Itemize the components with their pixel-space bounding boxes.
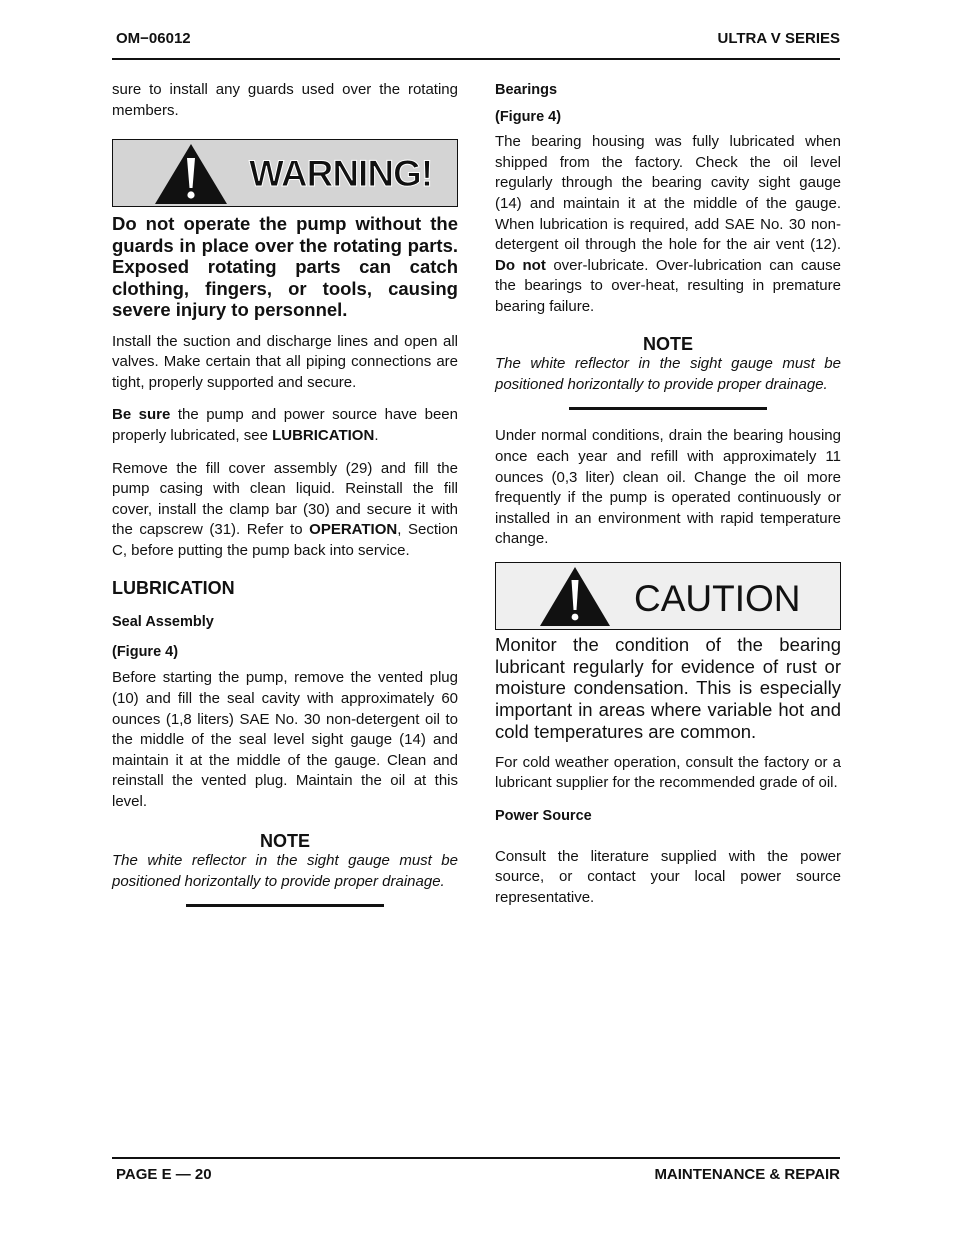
header-rule: [112, 58, 840, 60]
note-rule: [186, 904, 384, 907]
doc-number: OM−06012: [116, 30, 191, 47]
install-paragraph: Install the suction and discharge lines and open all valves. Make certain that all piping connections are tight, properly supported and secure.: [112, 332, 458, 391]
bearings-figure-ref: (Figure 4): [495, 108, 562, 125]
fill-cover-paragraph: Remove the fill cover assembly (29) and fill the pump casing with clean liquid. Reinstall the fill cover, install the clamp bar (30) and secure it with the capscrew (31). Refer to OPERATION, Section C, before putting the pump back into service.: [112, 459, 458, 560]
warning-triangle-icon: [153, 142, 229, 206]
right-column: [495, 80, 841, 908]
caution-banner: [495, 562, 841, 630]
left-column: [112, 80, 458, 907]
series-title: ULTRA V SERIES: [717, 30, 840, 47]
note-heading: NOTE: [259, 830, 310, 851]
seal-paragraph: Before starting the pump, remove the vented plug (10) and fill the seal cavity with approximately 60 ounces (1,8 liters) SAE No. 30 non-detergent oil to the middle of the seal level sight gauge (14) and maintain it at the middle of the gauge. Clean and reinstall the vented plug. Maintain the oil at this level.: [112, 669, 458, 810]
cold-weather-paragraph: For cold weather operation, consult the factory or a lubricant supplier for the recommended grade of oil.: [495, 753, 841, 792]
lubrication-heading: LUBRICATION: [112, 577, 235, 598]
note-text-right: The white reflector in the sight gauge must be positioned horizontally to provide proper drainage.: [495, 355, 841, 393]
caution-word: CAUTION: [634, 577, 801, 619]
warning-text: Do not operate the pump without the guards in place over the rotating parts. Exposed rotating parts can catch clothing, fingers, or tools, causing severe injury to personnel.: [112, 213, 458, 321]
bearings-heading: Bearings: [495, 82, 558, 98]
note-heading-right: NOTE: [642, 333, 693, 354]
intro-text: sure to install any guards used over the rotating members.: [112, 81, 458, 119]
warning-banner: [112, 139, 458, 207]
seal-assembly-heading: Seal Assembly: [112, 614, 214, 631]
caution-text: Monitor the condition of the bearing lubricant regularly for evidence of rust or moisture condensation. This is especially important in areas where variable hot and cold temperatures are common.: [495, 633, 841, 743]
note-text: The white reflector in the sight gauge must be positioned horizontally to provide proper drainage.: [112, 852, 458, 890]
power-source-paragraph: Consult the literature supplied with the power source, or contact your local power source representative.: [495, 847, 841, 906]
page-number: PAGE E — 20: [116, 1166, 212, 1183]
footer-rule: [112, 1157, 840, 1159]
caution-triangle-icon: [538, 565, 612, 628]
bearing-paragraph: The bearing housing was fully lubricated when shipped from the factory. Check the oil level regularly through the bearing cavity sight gauge (14) and maintain it at the middle of the gauge. When lubrication is required, add SAE No. 30 non-detergent oil through the hole for the air vent (12). Do not over-lubricate. Over-lubrication can cause the bearings to over-heat, resulting in premature bearing failure.: [495, 133, 841, 315]
section-title: MAINTENANCE & REPAIR: [654, 1166, 840, 1183]
power-source-heading: Power Source: [495, 808, 592, 825]
warning-word: WARNING!: [249, 153, 433, 195]
be-sure-paragraph: Be sure the pump and power source have been properly lubricated, see LUBRICATION.: [112, 406, 458, 445]
drain-paragraph: Under normal conditions, drain the bearing housing once each year and refill with approximately 11 ounces (0,3 liter) clean oil. Change the oil more frequently if the pump is operated continuously or installed in an environment with rapid temperature change.: [495, 427, 841, 548]
seal-figure-ref: (Figure 4): [112, 643, 179, 660]
